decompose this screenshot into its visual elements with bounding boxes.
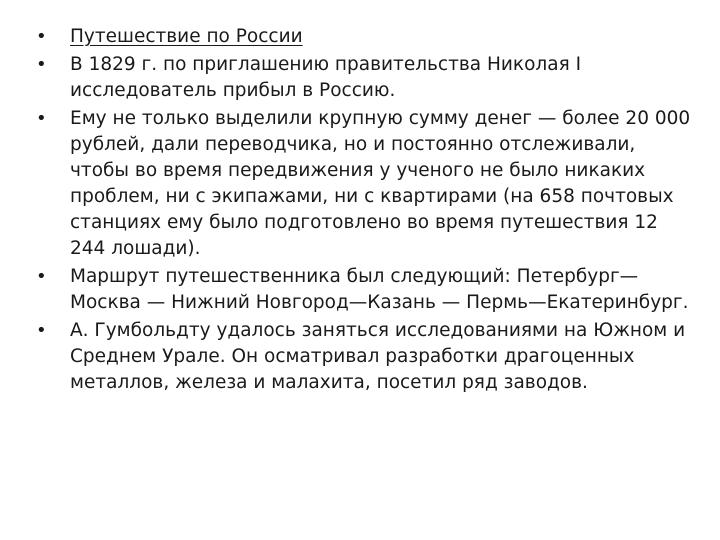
bullet-heading-text: Путешествие по России bbox=[70, 26, 303, 47]
bullet-text: Маршрут путешественника был следующий: Петербург—Москва — Нижний Новгород—Казань — Пермь—Екатеринбург. bbox=[70, 266, 689, 313]
bullet-item-2 bbox=[36, 52, 696, 104]
bullet-text: А. Гумбольдту удалось заняться исследованиями на Южном и Среднем Урале. Он осматривал разработки драгоценных металлов, железа и малахита, посетил ряд заводов. bbox=[70, 320, 686, 393]
bullet-dot-icon: • bbox=[36, 26, 47, 47]
bullet-text: В 1829 г. по приглашению правительства Николая I исследователь прибыл в Россию. bbox=[70, 54, 582, 101]
bullet-dot-icon: • bbox=[36, 320, 47, 341]
bullet-list bbox=[36, 24, 696, 398]
bullet-item-1 bbox=[36, 24, 696, 50]
bullet-text: Ему не только выделили крупную сумму денег — более 20 000 рублей, дали переводчика, но и постоянно отслеживали, чтобы во время передвижения у ученого не было никаких проблем, ни с экипажами, ни с квартирами (на 658 почтовых станциях ему было подготовлено во время путешествия 12 244 лошади). bbox=[70, 108, 691, 259]
bullet-dot-icon: • bbox=[36, 266, 47, 287]
bullet-item-4 bbox=[36, 264, 696, 316]
bullet-item-5 bbox=[36, 318, 696, 396]
bullet-dot-icon: • bbox=[36, 108, 47, 129]
bullet-item-3 bbox=[36, 106, 696, 262]
bullet-dot-icon: • bbox=[36, 54, 47, 75]
